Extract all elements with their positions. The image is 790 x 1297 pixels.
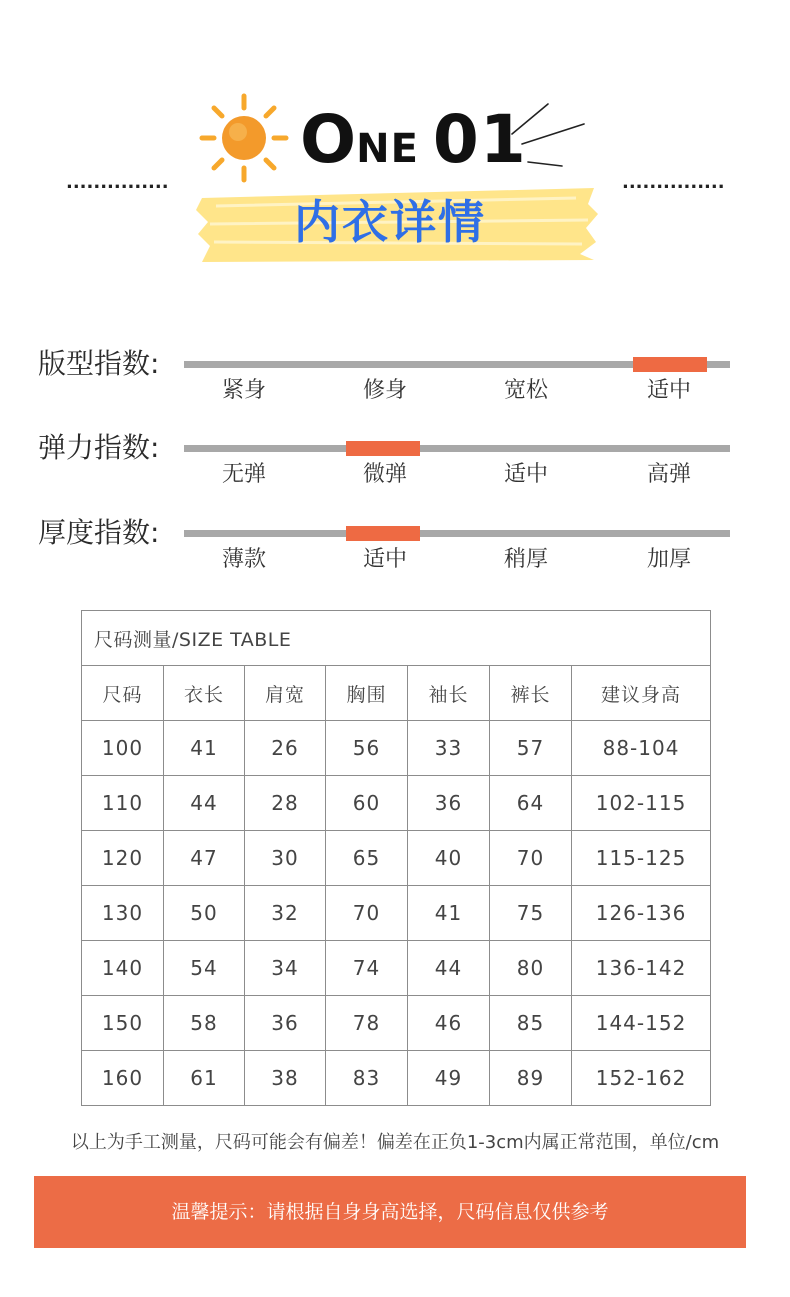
column-header: 建议身高 — [572, 666, 711, 721]
table-cell: 44 — [408, 941, 490, 996]
table-cell: 41 — [408, 886, 490, 941]
table-cell: 30 — [245, 831, 326, 886]
index-option: 稍厚 — [503, 547, 548, 572]
index-option: 无弹 — [221, 462, 266, 487]
table-cell: 83 — [326, 1051, 408, 1106]
table-cell: 75 — [490, 886, 572, 941]
table-cell: 89 — [490, 1051, 572, 1106]
table-cell: 46 — [408, 996, 490, 1051]
column-header: 肩宽 — [245, 666, 326, 721]
table-cell: 78 — [326, 996, 408, 1051]
table-cell: 100 — [82, 721, 164, 776]
title-number: 01 — [432, 101, 527, 178]
table-cell: 38 — [245, 1051, 326, 1106]
table-cell: 115-125 — [572, 831, 711, 886]
index-option: 适中 — [646, 378, 691, 403]
table-cell: 47 — [164, 831, 245, 886]
table-cell: 54 — [164, 941, 245, 996]
index-option: 微弹 — [362, 462, 407, 487]
index-label-elasticity: 弹力指数: — [38, 431, 160, 464]
table-cell: 32 — [245, 886, 326, 941]
table-cell: 65 — [326, 831, 408, 886]
motion-lines-icon — [506, 96, 596, 172]
table-cell: 41 — [164, 721, 245, 776]
table-cell: 144-152 — [572, 996, 711, 1051]
index-option: 薄款 — [221, 547, 266, 572]
column-header: 尺码 — [82, 666, 164, 721]
table-cell: 50 — [164, 886, 245, 941]
index-option: 修身 — [362, 378, 407, 403]
table-cell: 70 — [490, 831, 572, 886]
table-cell: 130 — [82, 886, 164, 941]
table-cell: 49 — [408, 1051, 490, 1106]
section-title: 内衣详情 — [294, 195, 486, 249]
index-track-elasticity — [184, 445, 730, 452]
index-marker-thickness — [346, 526, 420, 541]
table-row — [82, 996, 711, 1051]
table-cell: 136-142 — [572, 941, 711, 996]
column-header: 胸围 — [326, 666, 408, 721]
table-cell: 110 — [82, 776, 164, 831]
table-cell: 56 — [326, 721, 408, 776]
table-cell: 120 — [82, 831, 164, 886]
table-cell: 44 — [164, 776, 245, 831]
index-option: 适中 — [503, 462, 548, 487]
table-cell: 88-104 — [572, 721, 711, 776]
table-row — [82, 886, 711, 941]
table-cell: 28 — [245, 776, 326, 831]
table-row — [82, 776, 711, 831]
table-cell: 152-162 — [572, 1051, 711, 1106]
table-cell: 150 — [82, 996, 164, 1051]
table-row — [82, 721, 711, 776]
table-cell: 85 — [490, 996, 572, 1051]
sun-icon — [198, 92, 290, 184]
section-number-title — [300, 100, 527, 180]
index-option: 高弹 — [646, 462, 691, 487]
table-cell: 58 — [164, 996, 245, 1051]
size-table-header-row — [82, 666, 711, 721]
table-cell: 33 — [408, 721, 490, 776]
table-cell: 40 — [408, 831, 490, 886]
table-row — [82, 831, 711, 886]
table-cell: 80 — [490, 941, 572, 996]
table-cell: 102-115 — [572, 776, 711, 831]
table-cell: 60 — [326, 776, 408, 831]
dotted-divider-left: ............... — [66, 176, 169, 190]
index-option: 紧身 — [221, 378, 266, 403]
table-row — [82, 941, 711, 996]
measurement-note: 以上为手工测量，尺码可能会有偏差！偏差在正负1-3cm内属正常范围，单位/cm — [70, 1132, 720, 1153]
table-cell: 61 — [164, 1051, 245, 1106]
index-marker-fit — [633, 357, 707, 372]
table-cell: 70 — [326, 886, 408, 941]
index-option: 适中 — [362, 547, 407, 572]
title-initial: O — [300, 101, 357, 178]
table-cell: 64 — [490, 776, 572, 831]
dotted-divider-right: ............... — [622, 176, 725, 190]
column-header: 裤长 — [490, 666, 572, 721]
tip-banner: 温馨提示：请根据自身身高选择，尺码信息仅供参考 — [34, 1176, 746, 1248]
size-table — [81, 610, 711, 1106]
table-cell: 160 — [82, 1051, 164, 1106]
index-marker-elasticity — [346, 441, 420, 456]
index-track-thickness — [184, 530, 730, 537]
table-cell: 57 — [490, 721, 572, 776]
column-header: 袖长 — [408, 666, 490, 721]
table-cell: 26 — [245, 721, 326, 776]
table-cell: 74 — [326, 941, 408, 996]
table-cell: 34 — [245, 941, 326, 996]
table-cell: 36 — [245, 996, 326, 1051]
table-cell: 140 — [82, 941, 164, 996]
index-option: 加厚 — [646, 547, 691, 572]
table-cell: 126-136 — [572, 886, 711, 941]
index-label-thickness: 厚度指数: — [38, 516, 160, 549]
table-cell: 36 — [408, 776, 490, 831]
title-rest: NE — [356, 126, 419, 172]
table-row — [82, 1051, 711, 1106]
column-header: 衣长 — [164, 666, 245, 721]
index-option: 宽松 — [503, 378, 548, 403]
index-label-fit: 版型指数: — [38, 347, 160, 380]
size-table-caption: 尺码测量/SIZE TABLE — [82, 611, 711, 666]
